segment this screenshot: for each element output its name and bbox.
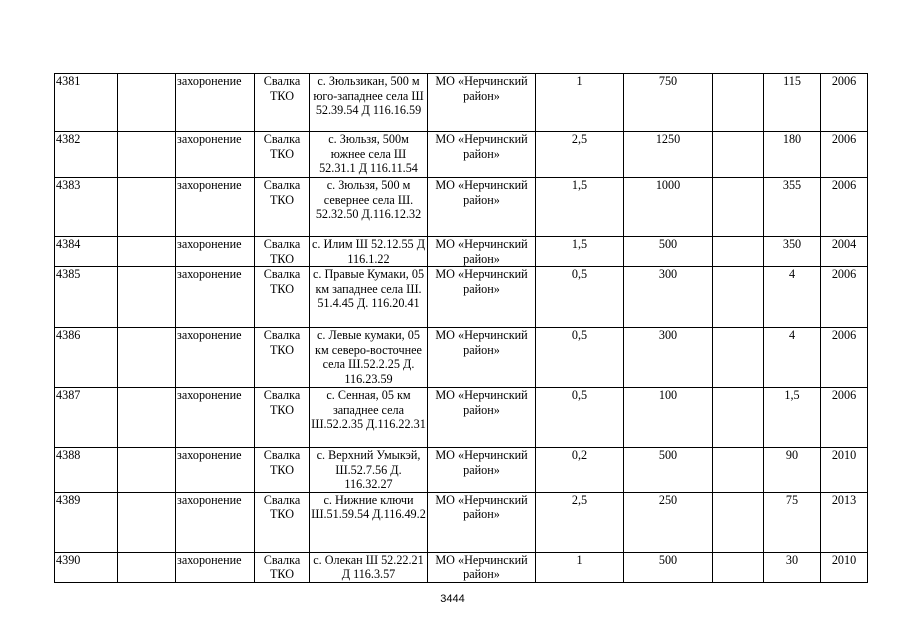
cell-empty bbox=[118, 552, 176, 582]
cell-volume-2: 75 bbox=[764, 492, 821, 552]
table-row bbox=[55, 448, 868, 493]
cell-empty bbox=[713, 388, 764, 448]
cell-location: с. Зюльзя, 500 м севернее села Ш. 52.32.50 Д.116.12.32 bbox=[310, 178, 428, 237]
table-row bbox=[55, 492, 868, 552]
cell-empty bbox=[118, 492, 176, 552]
cell-area: 2,5 bbox=[536, 132, 624, 178]
cell-owner: МО «Нерчинский район» bbox=[428, 552, 536, 582]
cell-object: Свалка ТКО bbox=[255, 237, 310, 267]
cell-volume-1: 1250 bbox=[624, 132, 713, 178]
cell-object: Свалка ТКО bbox=[255, 267, 310, 328]
cell-id: 4386 bbox=[55, 328, 118, 388]
cell-area: 0,2 bbox=[536, 448, 624, 493]
cell-empty bbox=[118, 388, 176, 448]
cell-empty bbox=[118, 178, 176, 237]
cell-year: 2010 bbox=[821, 552, 868, 582]
cell-location: с. Верхний Умыкэй, Ш.52.7.56 Д. 116.32.27 bbox=[310, 448, 428, 493]
cell-object: Свалка ТКО bbox=[255, 74, 310, 132]
cell-object: Свалка ТКО bbox=[255, 448, 310, 493]
cell-owner: МО «Нерчинский район» bbox=[428, 132, 536, 178]
cell-location: с. Сенная, 05 км западнее села Ш.52.2.35 Д.116.22.31 bbox=[310, 388, 428, 448]
cell-volume-2: 30 bbox=[764, 552, 821, 582]
cell-volume-1: 1000 bbox=[624, 178, 713, 237]
cell-owner: МО «Нерчинский район» bbox=[428, 74, 536, 132]
cell-type: захоронение bbox=[176, 178, 255, 237]
cell-id: 4385 bbox=[55, 267, 118, 328]
cell-type: захоронение bbox=[176, 448, 255, 493]
cell-empty bbox=[713, 492, 764, 552]
cell-location: с. Олекан Ш 52.22.21 Д 116.3.57 bbox=[310, 552, 428, 582]
cell-empty bbox=[118, 328, 176, 388]
cell-owner: МО «Нерчинский район» bbox=[428, 178, 536, 237]
table-row bbox=[55, 388, 868, 448]
cell-type: захоронение bbox=[176, 132, 255, 178]
cell-location: с. Правые Кумаки, 05 км западнее села Ш. 51.4.45 Д. 116.20.41 bbox=[310, 267, 428, 328]
cell-object: Свалка ТКО bbox=[255, 388, 310, 448]
cell-volume-2: 355 bbox=[764, 178, 821, 237]
cell-id: 4388 bbox=[55, 448, 118, 493]
cell-year: 2004 bbox=[821, 237, 868, 267]
cell-area: 1 bbox=[536, 74, 624, 132]
cell-empty bbox=[713, 552, 764, 582]
cell-volume-2: 1,5 bbox=[764, 388, 821, 448]
cell-volume-1: 250 bbox=[624, 492, 713, 552]
table-row bbox=[55, 267, 868, 328]
cell-area: 0,5 bbox=[536, 388, 624, 448]
cell-type: захоронение bbox=[176, 552, 255, 582]
cell-object: Свалка ТКО bbox=[255, 178, 310, 237]
cell-volume-1: 500 bbox=[624, 448, 713, 493]
cell-type: захоронение bbox=[176, 492, 255, 552]
cell-area: 1,5 bbox=[536, 178, 624, 237]
cell-volume-1: 500 bbox=[624, 237, 713, 267]
cell-owner: МО «Нерчинский район» bbox=[428, 492, 536, 552]
cell-id: 4384 bbox=[55, 237, 118, 267]
cell-type: захоронение bbox=[176, 267, 255, 328]
cell-owner: МО «Нерчинский район» bbox=[428, 267, 536, 328]
cell-id: 4387 bbox=[55, 388, 118, 448]
cell-object: Свалка ТКО bbox=[255, 328, 310, 388]
cell-id: 4381 bbox=[55, 74, 118, 132]
cell-volume-1: 300 bbox=[624, 267, 713, 328]
cell-empty bbox=[118, 267, 176, 328]
cell-empty bbox=[713, 74, 764, 132]
cell-volume-2: 180 bbox=[764, 132, 821, 178]
table-row bbox=[55, 178, 868, 237]
cell-id: 4383 bbox=[55, 178, 118, 237]
cell-empty bbox=[713, 178, 764, 237]
cell-volume-2: 115 bbox=[764, 74, 821, 132]
cell-volume-1: 750 bbox=[624, 74, 713, 132]
cell-object: Свалка ТКО bbox=[255, 132, 310, 178]
cell-owner: МО «Нерчинский район» bbox=[428, 388, 536, 448]
cell-empty bbox=[118, 237, 176, 267]
cell-year: 2006 bbox=[821, 132, 868, 178]
cell-owner: МО «Нерчинский район» bbox=[428, 448, 536, 493]
cell-location: с. Левые кумаки, 05 км северо-восточнее села Ш.52.2.25 Д. 116.23.59 bbox=[310, 328, 428, 388]
cell-location: с. Зюльзикан, 500 м юго-западнее села Ш 52.39.54 Д 116.16.59 bbox=[310, 74, 428, 132]
cell-empty bbox=[118, 448, 176, 493]
cell-volume-1: 500 bbox=[624, 552, 713, 582]
cell-owner: МО «Нерчинский район» bbox=[428, 237, 536, 267]
cell-volume-2: 90 bbox=[764, 448, 821, 493]
cell-object: Свалка ТКО bbox=[255, 552, 310, 582]
cell-id: 4382 bbox=[55, 132, 118, 178]
table-row bbox=[55, 552, 868, 582]
cell-object: Свалка ТКО bbox=[255, 492, 310, 552]
cell-volume-1: 100 bbox=[624, 388, 713, 448]
cell-volume-2: 350 bbox=[764, 237, 821, 267]
cell-empty bbox=[713, 328, 764, 388]
cell-location: с. Нижние ключи Ш.51.59.54 Д.116.49.2 bbox=[310, 492, 428, 552]
cell-area: 1 bbox=[536, 552, 624, 582]
cell-empty bbox=[713, 267, 764, 328]
cell-year: 2006 bbox=[821, 267, 868, 328]
cell-year: 2006 bbox=[821, 328, 868, 388]
cell-volume-2: 4 bbox=[764, 328, 821, 388]
cell-area: 2,5 bbox=[536, 492, 624, 552]
cell-location: с. Илим Ш 52.12.55 Д 116.1.22 bbox=[310, 237, 428, 267]
cell-empty bbox=[118, 74, 176, 132]
cell-type: захоронение bbox=[176, 74, 255, 132]
table-row bbox=[55, 132, 868, 178]
cell-type: захоронение bbox=[176, 388, 255, 448]
cell-empty bbox=[118, 132, 176, 178]
cell-area: 1,5 bbox=[536, 237, 624, 267]
cell-year: 2010 bbox=[821, 448, 868, 493]
cell-id: 4390 bbox=[55, 552, 118, 582]
cell-owner: МО «Нерчинский район» bbox=[428, 328, 536, 388]
table-row bbox=[55, 74, 868, 132]
table-row bbox=[55, 237, 868, 267]
cell-empty bbox=[713, 237, 764, 267]
cell-type: захоронение bbox=[176, 328, 255, 388]
cell-year: 2006 bbox=[821, 178, 868, 237]
cell-volume-1: 300 bbox=[624, 328, 713, 388]
data-table bbox=[54, 73, 868, 583]
cell-type: захоронение bbox=[176, 237, 255, 267]
cell-year: 2013 bbox=[821, 492, 868, 552]
cell-location: с. Зюльзя, 500м южнее села Ш 52.31.1 Д 116.11.54 bbox=[310, 132, 428, 178]
cell-area: 0,5 bbox=[536, 328, 624, 388]
cell-empty bbox=[713, 132, 764, 178]
cell-year: 2006 bbox=[821, 388, 868, 448]
cell-id: 4389 bbox=[55, 492, 118, 552]
table-row bbox=[55, 328, 868, 388]
cell-empty bbox=[713, 448, 764, 493]
cell-year: 2006 bbox=[821, 74, 868, 132]
cell-volume-2: 4 bbox=[764, 267, 821, 328]
cell-area: 0,5 bbox=[536, 267, 624, 328]
page-number: 3444 bbox=[440, 593, 465, 605]
